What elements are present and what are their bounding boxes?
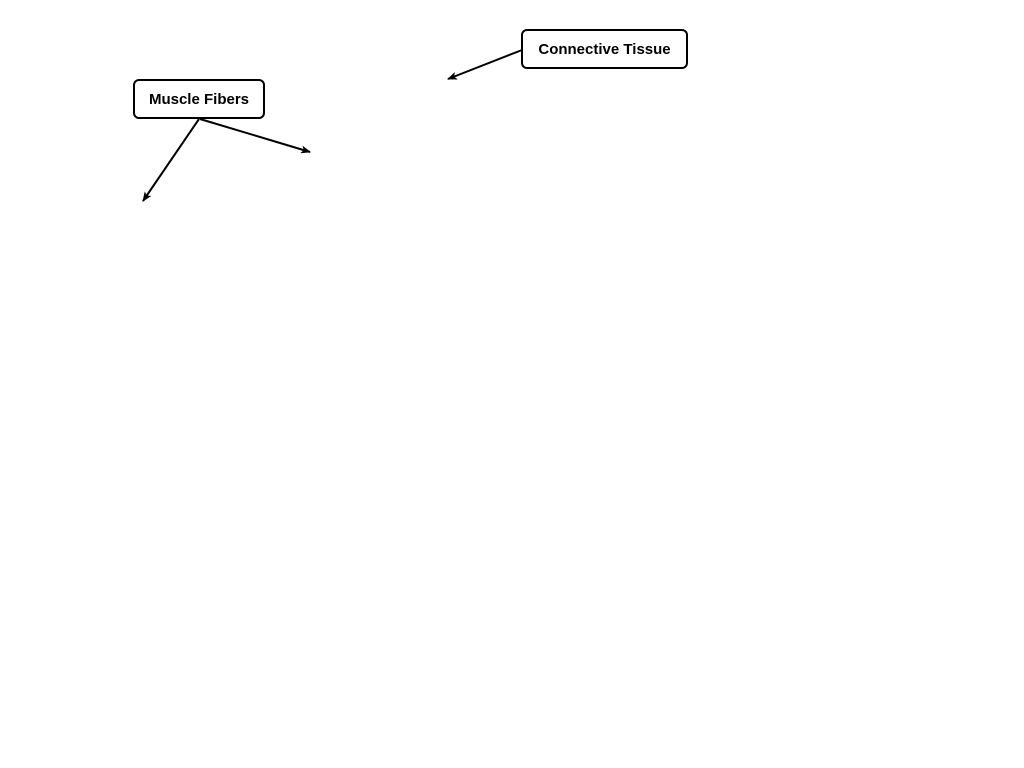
arrow-connective-tissue <box>448 50 522 79</box>
connective-tissue-label: Connective Tissue <box>521 29 688 69</box>
arrow-muscle-fibers-down <box>143 119 199 201</box>
muscle-fibers-label: Muscle Fibers <box>133 79 265 119</box>
arrow-muscle-fibers-right <box>200 119 310 152</box>
